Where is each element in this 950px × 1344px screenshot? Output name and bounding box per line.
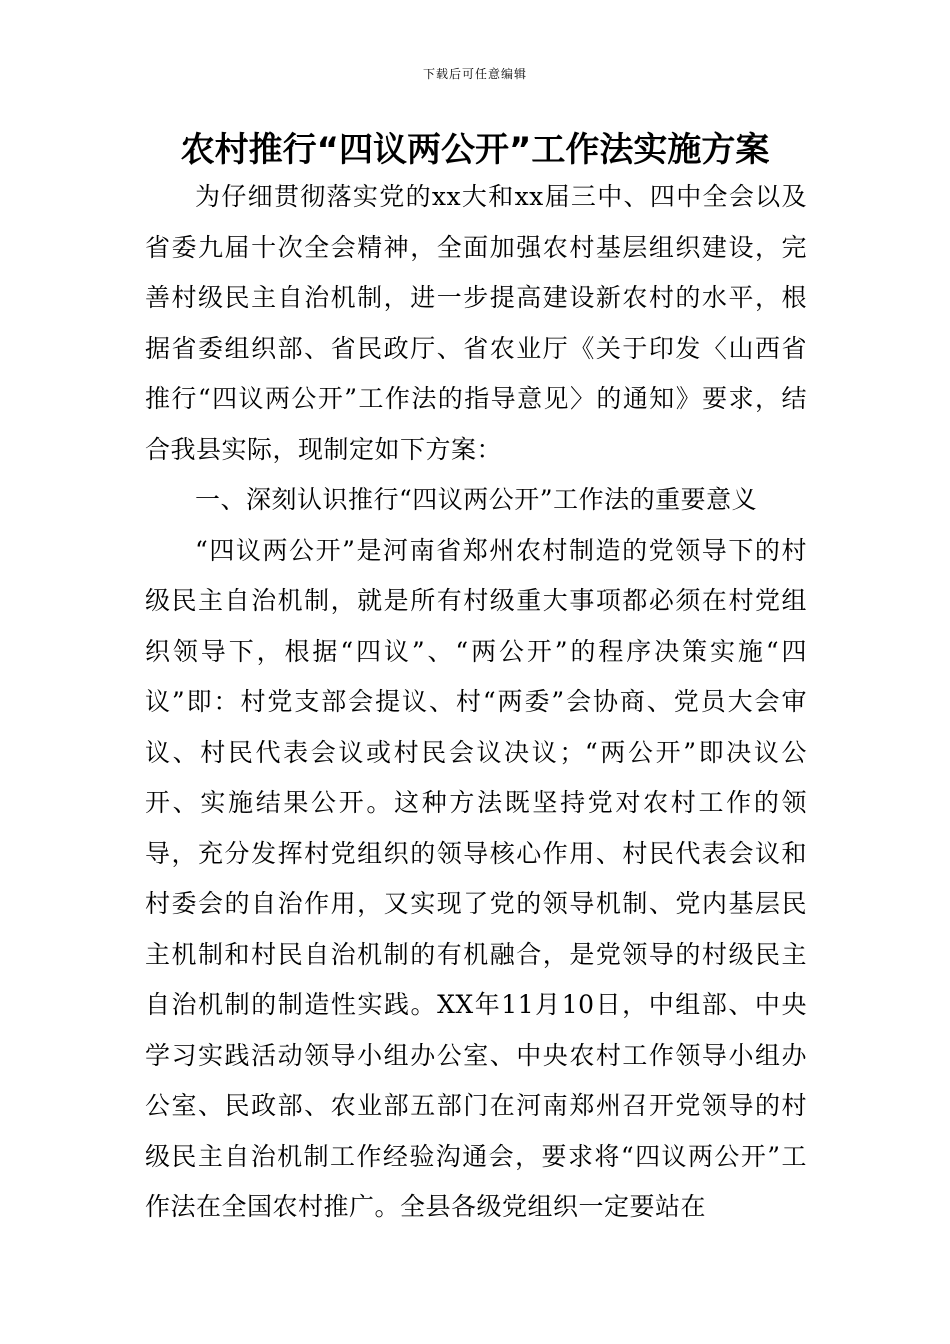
header-note: 下载后可任意编辑 <box>422 67 527 81</box>
document-title: 农村推行“四议两公开”工作法实施方案 <box>180 130 770 170</box>
intro-paragraph: 为仔细贯彻落实党的xx大和xx届三中、四中全会以及省委九届十次全会精神，全面加强农村基层组织建设，完善村级民主自治机制，进一步提高建设新农村的水平，根据省委组织部、省民政厅、省农业厅《关于印发〈山西省推行“四议两公开”工作法的指导意见〉的通知》要求，结合我县实际，现制定如下方案： <box>145 182 807 464</box>
body-paragraph: “四议两公开”是河南省郑州农村制造的党领导下的村级民主自治机制，就是所有村级重大事项都必须在村党组织领导下，根据“四议”、“两公开”的程序决策实施“四议”即：村党支部会提议、村“两委”会协商、党员大会审议、村民代表会议或村民会议决议；“两公开”即决议公开、实施结果公开。这种方法既坚持党对农村工作的领导，充分发挥村党组织的领导核心作用、村民代表会议和村委会的自治作用，又实现了党的领导机制、党内基层民主机制和村民自治机制的有机融合，是党领导的村级民主自治机制的制造性实践。XX年11月10日，中组部、中央学习实践活动领导小组办公室、中央农村工作领导小组办公室、民政部、农业部五部门在河南郑州召开党领导的村级民主自治机制工作经验沟通会，要求将“四议两公开”工作法在全国农村推广。全县各级党组织一定要站在 <box>145 535 807 1221</box>
section-heading: 一、深刻认识推行“四议两公开”工作法的重要意义 <box>195 485 758 514</box>
document-body <box>145 172 807 1233</box>
